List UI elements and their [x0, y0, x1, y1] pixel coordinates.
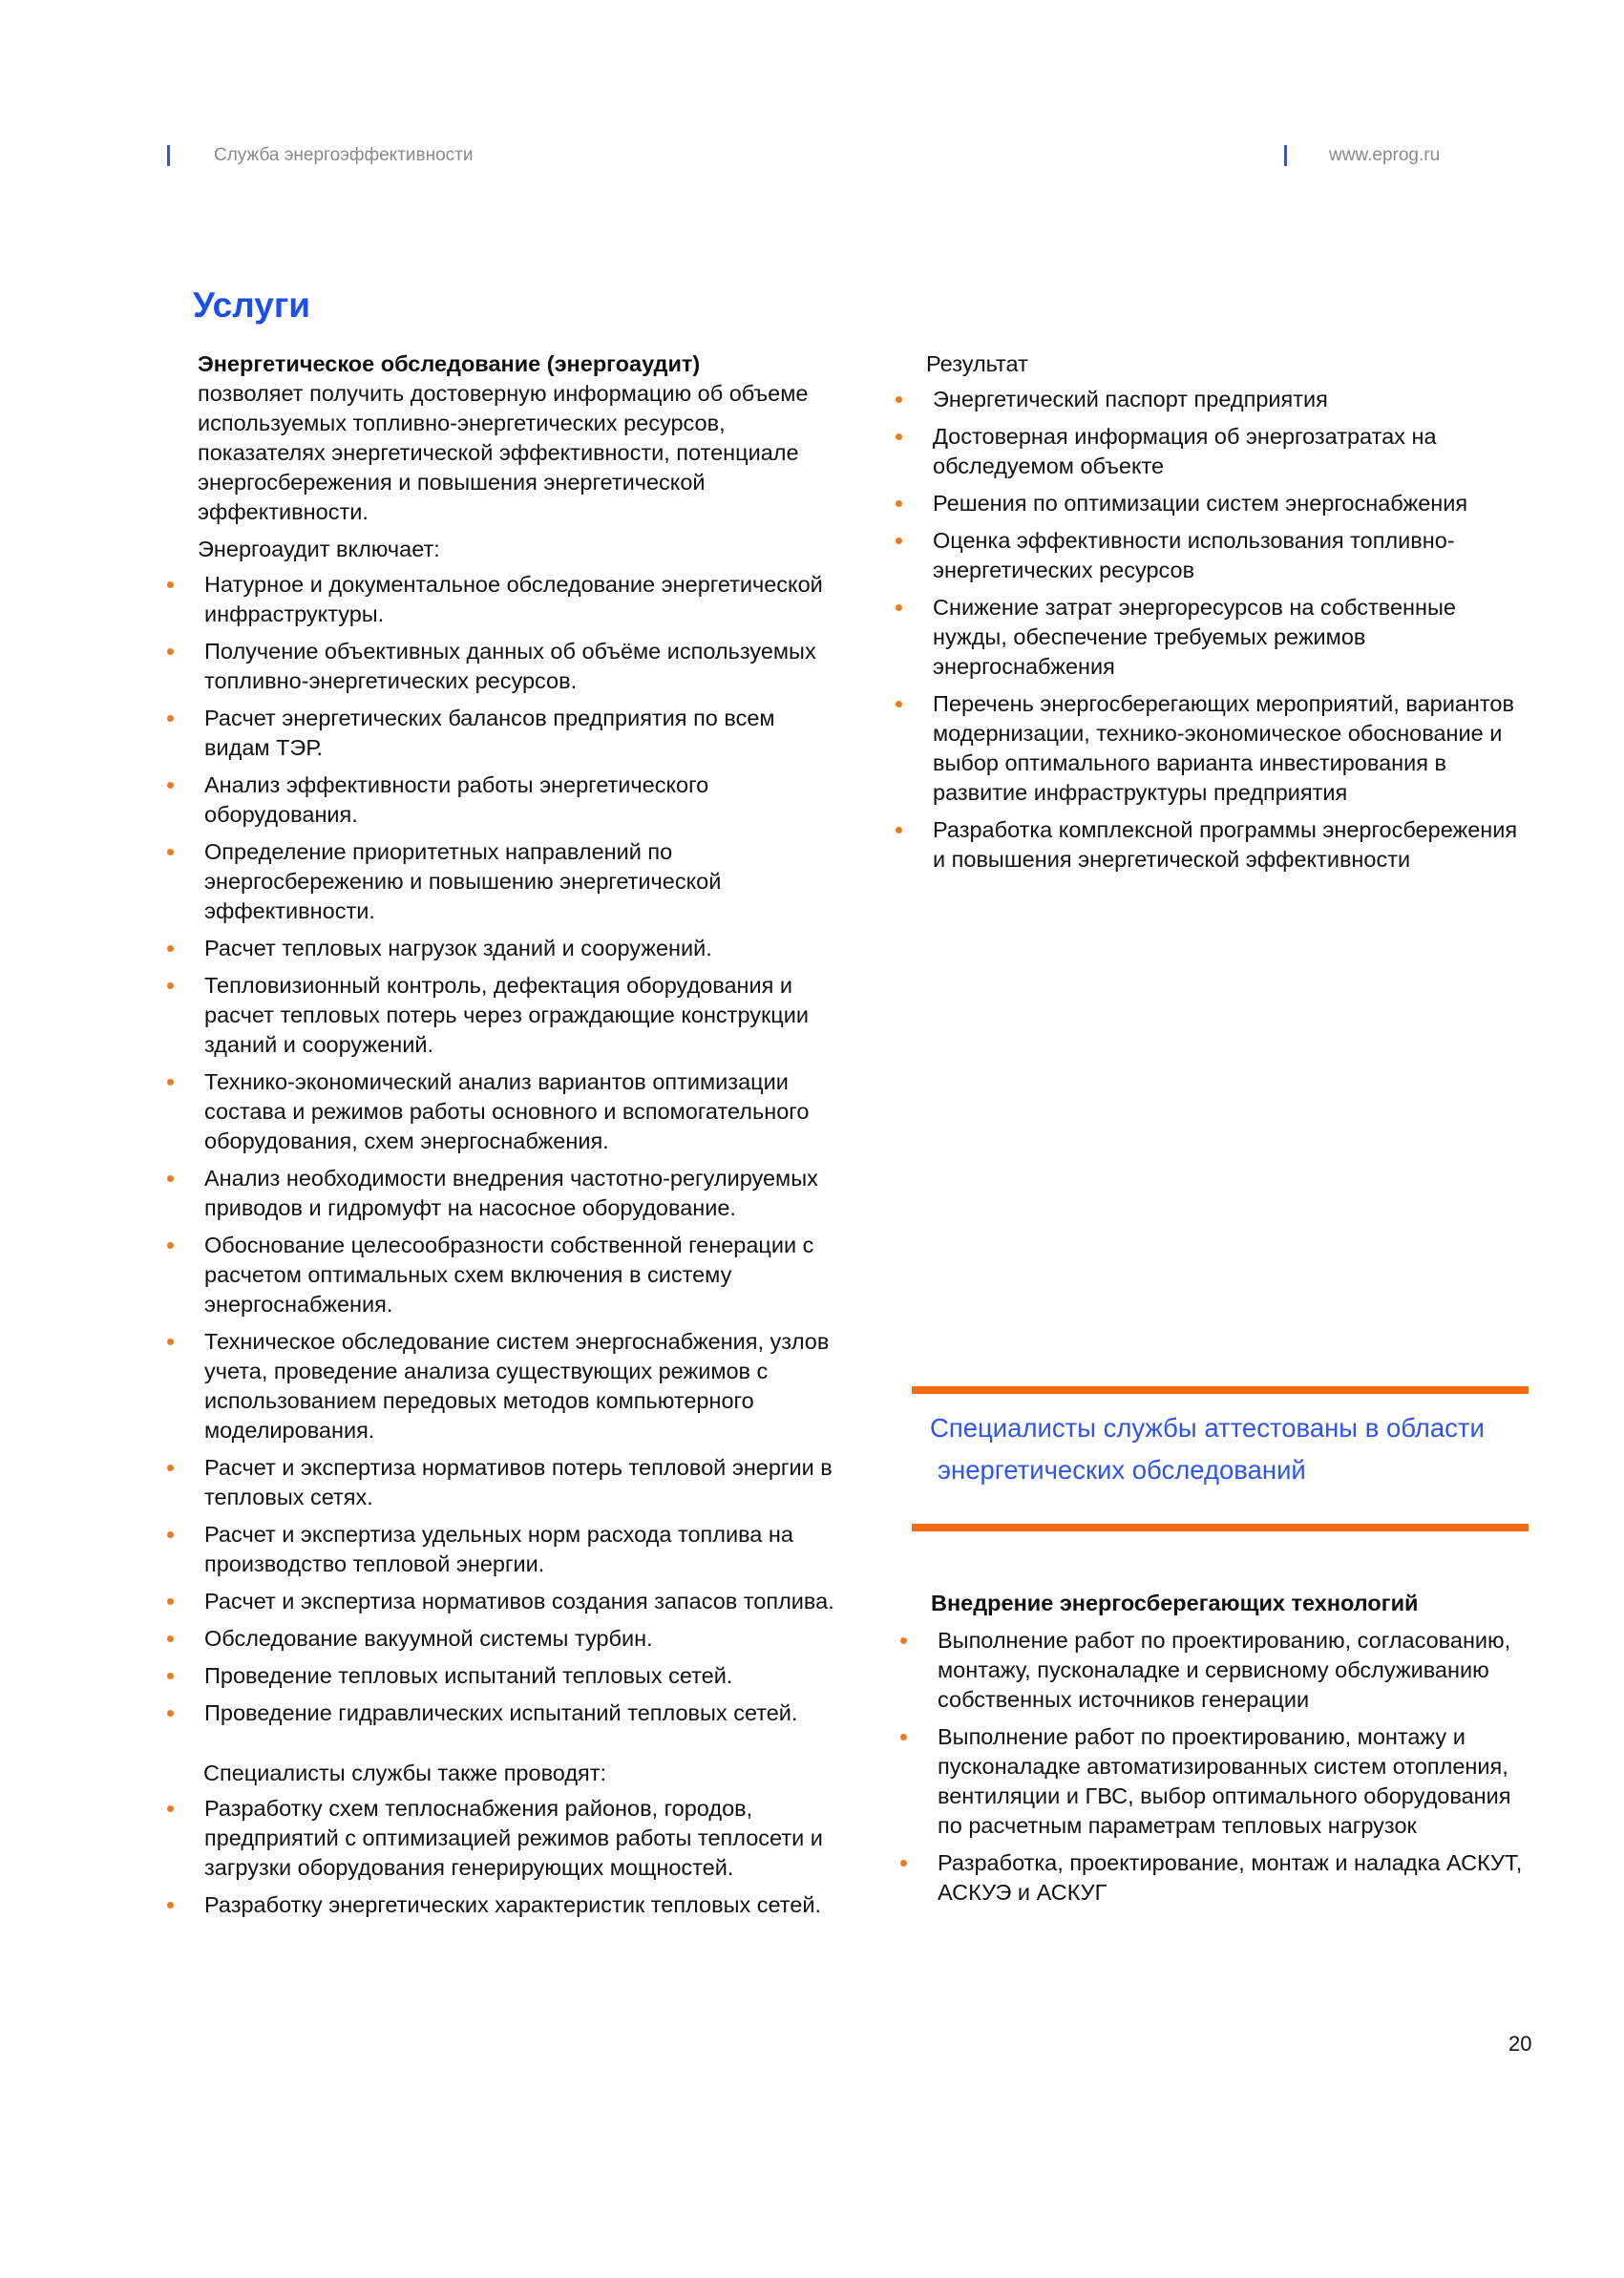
list-item: Расчет тепловых нагрузок зданий и сооружений. [198, 934, 837, 963]
header-right-text: www.eprog.ru [1329, 145, 1441, 165]
audit-includes-list [198, 570, 837, 1728]
list-item: Снижение затрат энергоресурсов на собственные нужды, обеспечение требуемых режимов энергоснабжения [926, 593, 1528, 682]
list-item: Достоверная информация об энергозатратах на обследуемом объекте [926, 422, 1528, 481]
list-item: Разработку схем теплоснабжения районов, городов, предприятий с оптимизацией режимов работы теплосети и загрузки оборудования генерирующих мощностей. [198, 1794, 837, 1883]
list-item: Расчет энергетических балансов предприятия по всем видам ТЭР. [198, 704, 837, 763]
callout-line-1: Специалисты службы аттестованы в области [930, 1413, 1485, 1443]
list-item: Обследование вакуумной системы турбин. [198, 1624, 837, 1654]
also-list [198, 1794, 837, 1920]
list-item: Определение приоритетных направлений по энергосбережению и повышению энергетической эффективности. [198, 837, 837, 926]
list-item: Тепловизионный контроль, дефектация оборудования и расчет тепловых потерь через ограждающие конструкции зданий и сооружений. [198, 971, 837, 1060]
callout-line-2: энергетических обследований [938, 1455, 1306, 1485]
list-item: Выполнение работ по проектированию, монтажу и пусконаладке автоматизированных систем отопления, вентиляции и ГВС, выбор оптимального оборудования по расчетным параметрам тепловых нагрузок [931, 1722, 1532, 1841]
list-item: Расчет и экспертиза нормативов потерь тепловой энергии в тепловых сетях. [198, 1453, 837, 1512]
page-title: Услуги [193, 285, 311, 325]
callout-bottom-rule [912, 1524, 1529, 1531]
list-item: Расчет и экспертиза удельных норм расхода топлива на производство тепловой энергии. [198, 1520, 837, 1579]
also-label: Специалисты службы также проводят: [203, 1761, 607, 1785]
page-number: 20 [1508, 2032, 1532, 2056]
list-item: Техническое обследование систем энергоснабжения, узлов учета, проведение анализа существующих режимов с использованием передовых методов компьютерного моделирования. [198, 1327, 837, 1445]
list-item: Разработка, проектирование, монтаж и наладка АСКУТ, АСКУЭ и АСКУГ [931, 1848, 1532, 1908]
certification-callout [930, 1407, 1522, 1491]
callout-top-rule [912, 1386, 1529, 1394]
results-list [926, 385, 1528, 875]
list-item: Перечень энергосберегающих мероприятий, вариантов модернизации, технико-экономическое обоснование и выбор оптимального варианта инвестирования в развитие инфраструктуры предприятия [926, 689, 1528, 808]
intro-text: позволяет получить достоверную информацию об объеме используемых топливно-энергетических ресурсов, показателях энергетической эффективности, потенциале энергосбережения и повышения энергетической эффективности. [198, 381, 809, 524]
list-item: Получение объективных данных об объёме используемых топливно-энергетических ресурсов. [198, 637, 837, 696]
list-item: Проведение гидравлических испытаний тепловых сетей. [198, 1698, 837, 1728]
header-right-bar [1284, 145, 1287, 166]
list-item: Анализ эффективности работы энергетического оборудования. [198, 770, 837, 830]
list-item: Натурное и документальное обследование энергетической инфраструктуры. [198, 570, 837, 629]
intro-bold: Энергетическое обследование (энергоаудит) [198, 351, 701, 376]
technologies-section [931, 1589, 1532, 1915]
left-column [198, 349, 837, 1928]
includes-label: Энергоаудит включает: [198, 537, 440, 561]
list-item: Решения по оптимизации систем энергоснабжения [926, 489, 1528, 518]
list-item: Энергетический паспорт предприятия [926, 385, 1528, 414]
result-label: Результат [926, 351, 1028, 376]
results-section [926, 349, 1528, 882]
tech-title: Внедрение энергосберегающих технологий [931, 1591, 1419, 1615]
list-item: Выполнение работ по проектированию, согласованию, монтажу, пусконаладке и сервисному обслуживанию собственных источников генерации [931, 1626, 1532, 1715]
list-item: Анализ необходимости внедрения частотно-регулируемых приводов и гидромуфт на насосное оборудование. [198, 1164, 837, 1223]
header-left-text: Служба энергоэффективности [214, 145, 474, 165]
list-item: Расчет и экспертиза нормативов создания запасов топлива. [198, 1587, 837, 1616]
spacer [198, 1736, 837, 1759]
list-item: Обоснование целесообразности собственной генерации с расчетом оптимальных схем включения в систему энергоснабжения. [198, 1231, 837, 1319]
list-item: Разработку энергетических характеристик тепловых сетей. [198, 1890, 837, 1920]
list-item: Проведение тепловых испытаний тепловых сетей. [198, 1661, 837, 1691]
intro-paragraph [198, 349, 837, 527]
technologies-list [931, 1626, 1532, 1908]
list-item: Оценка эффективности использования топливно-энергетических ресурсов [926, 526, 1528, 585]
list-item: Технико-экономический анализ вариантов оптимизации состава и режимов работы основного и вспомогательного оборудования, схем энергоснабжения. [198, 1067, 837, 1156]
list-item: Разработка комплексной программы энергосбережения и повышения энергетической эффективности [926, 815, 1528, 875]
header-left-bar [167, 145, 170, 166]
